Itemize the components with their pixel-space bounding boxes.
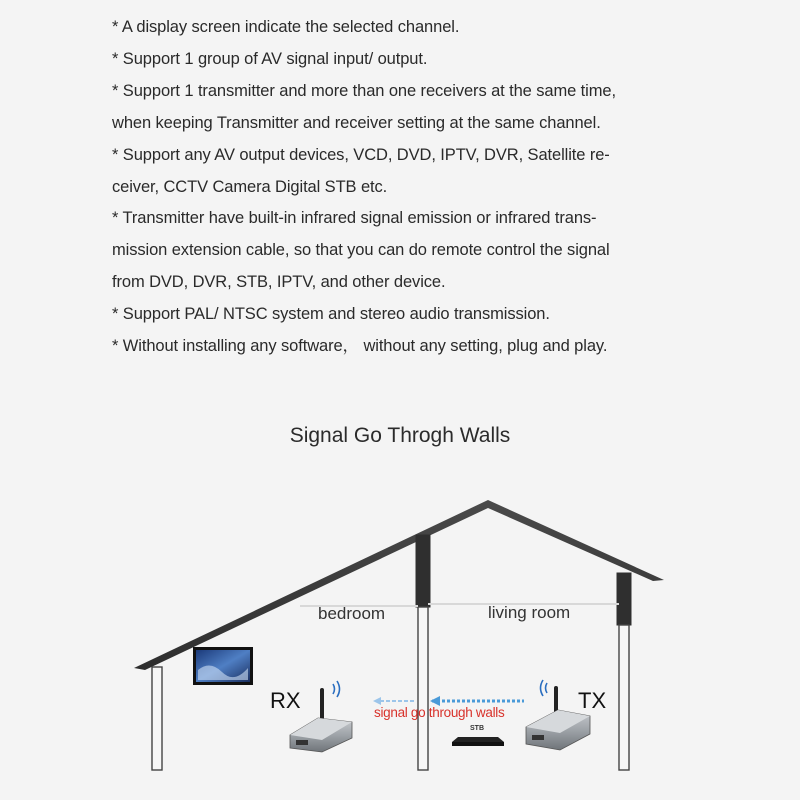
feature-line: * A display screen indicate the selected channel. <box>112 18 460 36</box>
feature-line: * Support 1 transmitter and more than one receivers at the same time, <box>112 81 616 100</box>
transmitter-wireless-icon <box>541 680 548 696</box>
feature-line: from DVD, DVR, STB, IPTV, and other device. <box>112 273 446 292</box>
tv-screen <box>193 647 253 685</box>
feature-line: * Without installing any software， without any setting, plug and play. <box>112 337 608 356</box>
feature-line: mission extension cable, so that you can do remote control the signal <box>112 241 610 260</box>
feature-line: * Support any AV output devices, VCD, DVD, IPTV, DVR, Satellite re- <box>112 145 610 164</box>
transmitter-label: TX <box>578 688 607 713</box>
feature-line: * Transmitter have built-in infrared signal emission or infrared trans- <box>112 209 597 228</box>
roof <box>134 500 664 670</box>
receiver-wireless-icon <box>333 681 340 697</box>
diagram-title: Signal Go Throgh Walls <box>289 424 511 447</box>
feature-line: ceiver, CCTV Camera Digital STB etc. <box>112 177 388 196</box>
feature-line: * Support 1 group of AV signal input/ output. <box>112 49 428 68</box>
room-label-living-room: living room <box>488 603 571 622</box>
signal-caption: signal go through walls <box>374 705 505 720</box>
feature-line: when keeping Transmitter and receiver setting at the same channel. <box>112 113 601 132</box>
signal-arrow-left <box>373 697 416 705</box>
feature-line: * Support PAL/ NTSC system and stereo audio transmission. <box>112 305 550 324</box>
receiver-label: RX <box>270 688 301 713</box>
stb-device <box>452 737 504 746</box>
stb-label: STB <box>470 725 484 732</box>
room-label-bedroom: bedroom <box>318 604 386 623</box>
